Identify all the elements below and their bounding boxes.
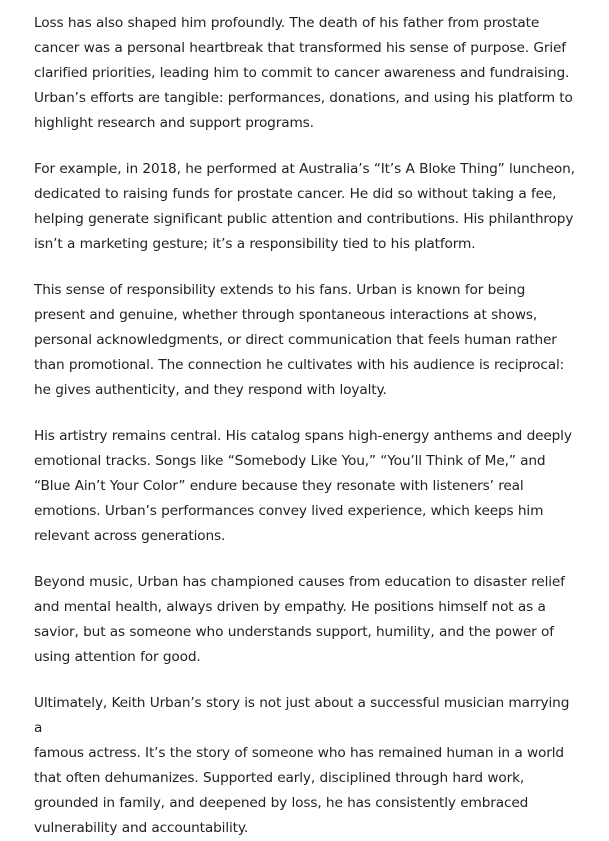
paragraph-responsibility: This sense of responsibility extends to his fans. Urban is known for being present and genuine, whether through spontaneous interactions at shows, personal acknowledgments, or direct communication that feels human rather than promotional. The connection he cultivates with his audience is reciprocal: he gives authenticity, and they respond with loyalty. [34,282,565,398]
article-body [34,0,579,841]
paragraph-loss: Loss has also shaped him profoundly. The death of his father from prostate cancer was a personal heartbreak that transformed his sense of purpose. Grief clarified priorities, leading him to commit to cancer awareness and fundraising. Urban’s efforts are tangible: performances, donations, and using his platform to highlight research and support programs. [34,15,573,131]
paragraph-example-2018: For example, in 2018, he performed at Australia’s “It’s A Bloke Thing” luncheon, dedicated to raising funds for prostate cancer. He did so without taking a fee, helping generate significant public attention and contributions. His philanthropy isn’t a marketing gesture; it’s a responsibility tied to his platform. [34,161,575,252]
paragraph-beyond-music: Beyond music, Urban has championed causes from education to disaster relief and mental health, always driven by empathy. He positions himself not as a savior, but as someone who understands support, humility, and the power of using attention for good. [34,574,565,665]
paragraph-ultimately: Ultimately, Keith Urban’s story is not just about a successful musician marrying a famous actress. It’s the story of someone who has remained human in a world that often dehumanizes. Supported early, disciplined through hard work, grounded in family, and deepened by loss, he has consistently embraced vulnerability and accountability. [34,695,570,836]
paragraph-artistry: His artistry remains central. His catalog spans high-energy anthems and deeply emotional tracks. Songs like “Somebody Like You,” “You’ll Think of Me,” and “Blue Ain’t Your Color” endure because they resonate with listeners’ real emotions. Urban’s performances convey lived experience, which keeps him relevant across generations. [34,428,572,544]
